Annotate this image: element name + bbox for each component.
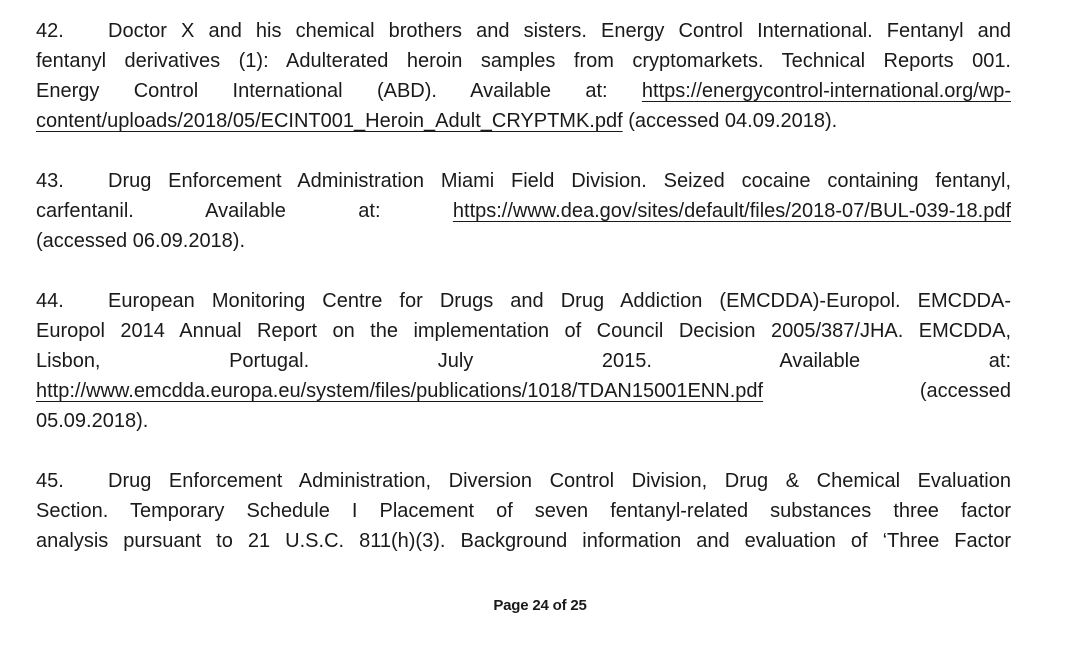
reference-number: 43. [36, 170, 64, 192]
reference-line: Section. Temporary Schedule I Placement of seven fentanyl-related substances three factor [36, 500, 1011, 522]
reference-number: 44. [36, 290, 64, 312]
reference-line: 05.09.2018). [36, 410, 149, 432]
reference-44 [36, 286, 1011, 436]
reference-line: fentanyl derivatives (1): Adulterated heroin samples from cryptomarkets. Technical Reports 001. [36, 50, 1011, 72]
reference-line: 43. Drug Enforcement Administration Miami Field Division. Seized cocaine containing fentanyl, [36, 166, 1011, 196]
reference-line: Lisbon, Portugal. July 2015. Available at: [36, 350, 1011, 372]
reference-line: Europol 2014 Annual Report on the implementation of Council Decision 2005/387/JHA. EMCDDA, [36, 320, 1011, 342]
reference-line: Energy Control International (ABD). Available at: https://energycontrol-international.org/wp- [36, 80, 1011, 102]
reference-line: (accessed 06.09.2018). [36, 230, 246, 252]
reference-number: 42. [36, 20, 64, 42]
reference-43 [36, 166, 1011, 256]
reference-link[interactable]: http://www.emcdda.europa.eu/system/files/publications/1018/TDAN15001ENN.pdf [36, 380, 764, 402]
reference-line: 44. European Monitoring Centre for Drugs and Drug Addiction (EMCDDA)-Europol. EMCDDA- [36, 286, 1011, 316]
reference-link[interactable]: https://energycontrol-international.org/wp- [641, 80, 1011, 102]
reference-42 [36, 16, 1011, 136]
reference-line: 42. Doctor X and his chemical brothers and sisters. Energy Control International. Fentanyl and [36, 16, 1011, 46]
page-number: Page 24 of 25 [493, 597, 587, 614]
reference-line: analysis pursuant to 21 U.S.C. 811(h)(3). Background information and evaluation of ‘Three Factor [36, 530, 1011, 552]
reference-link-continued[interactable]: content/uploads/2018/05/ECINT001_Heroin_Adult_CRYPTMK.pdf [36, 110, 623, 132]
reference-line: http://www.emcdda.europa.eu/system/files/publications/1018/TDAN15001ENN.pdf (accessed [36, 380, 1011, 402]
reference-45 [36, 466, 1011, 556]
reference-link[interactable]: https://www.dea.gov/sites/default/files/2018-07/BUL-039-18.pdf [452, 200, 1011, 222]
reference-line: content/uploads/2018/05/ECINT001_Heroin_Adult_CRYPTMK.pdf (accessed 04.09.2018). [36, 110, 838, 132]
reference-number: 45. [36, 470, 64, 492]
reference-line: 45. Drug Enforcement Administration, Diversion Control Division, Drug & Chemical Evaluation [36, 466, 1011, 496]
reference-line: carfentanil. Available at: https://www.dea.gov/sites/default/files/2018-07/BUL-039-18.pdf [36, 200, 1011, 222]
